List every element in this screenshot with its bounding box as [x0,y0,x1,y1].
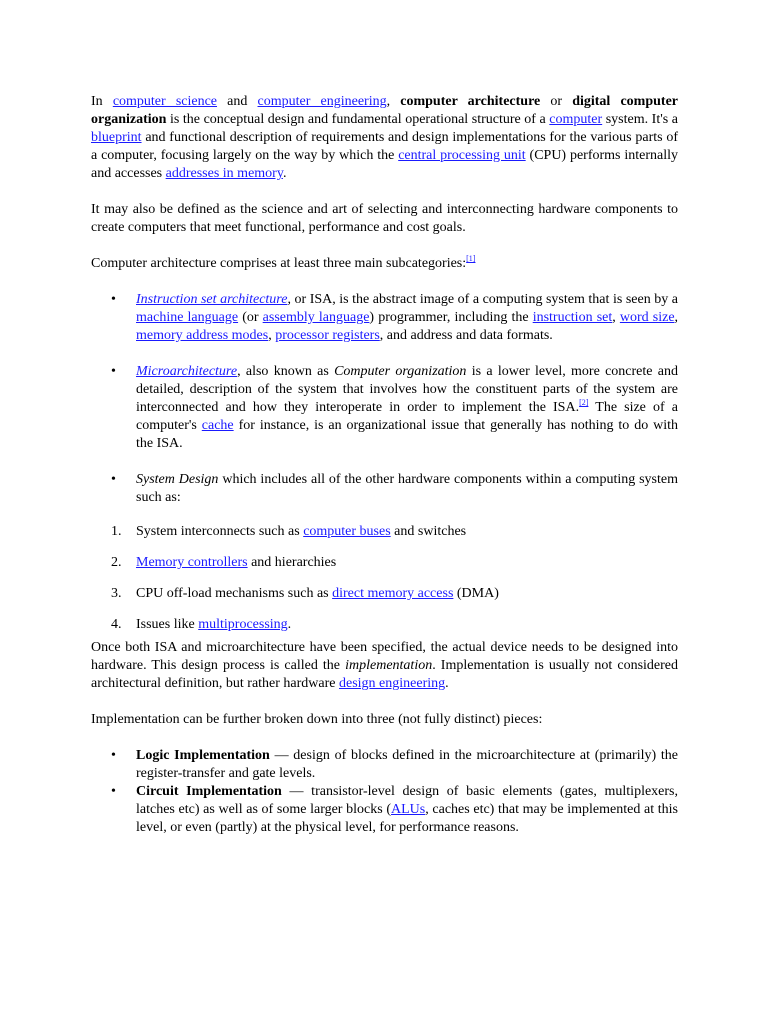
system-design-list [91,523,678,634]
term-implementation: implementation [345,658,433,673]
link-computer[interactable]: computer [549,112,603,127]
implementation-paragraph: Once both ISA and microarchitecture have been specified, the actual device needs to be designed into hardware. This design process is called the implementation. Implementation is usually not considered architectural definition, but rather hardware design engineering. [91,640,679,691]
link-word-size[interactable]: word size [619,310,675,325]
link-direct-memory-access[interactable]: direct memory access [332,586,454,601]
list-item-memory-controllers: 2. Memory controllers and hierarchies [111,555,337,570]
link-computer-science[interactable]: computer science [112,94,218,109]
document-body [91,93,678,837]
term-system-design: System Design [136,472,219,487]
term-logic-implementation: Logic Implementation [136,748,270,763]
list-item-multiprocessing: 4. Issues like multiprocessing. [111,617,292,632]
link-computer-buses[interactable]: computer buses [303,524,391,539]
term-computer-architecture: computer architecture [400,94,541,109]
link-memory-address-modes[interactable]: memory address modes [136,328,269,343]
link-computer-engineering[interactable]: computer engineering [257,94,387,109]
link-instruction-set[interactable]: instruction set [532,310,613,325]
intro-paragraph: In computer science and computer engineering, computer architecture or digital computer organization is the conceptual design and fundamental operational structure of a computer system. It's a blueprint and functional description of requirements and design implementations for the various parts of a computer, focusing largely on the way by which the central processing unit (CPU) performs internally and accesses addresses in memory. [91,94,678,181]
link-blueprint[interactable]: blueprint [91,130,142,145]
list-item-cpu-offload: 3. CPU off-load mechanisms such as direct memory access (DMA) [111,586,499,601]
list-item-system-design: • System Design which includes all of the other hardware components within a computing system such as: [91,471,678,507]
link-design-engineering[interactable]: design engineering [339,676,446,691]
list-item-microarchitecture: • Microarchitecture, also known as Computer organization is a lower level, more concrete and detailed, description of the system that involves how the constituent parts of the system are interconnected and how they interoperate in order to implement the ISA.[2] The size of a computer's cache for instance, is an organizational issue that generally has nothing to do with the ISA. [91,363,678,453]
list-item-circuit-implementation: • Circuit Implementation — transistor-level design of basic elements (gates, multiplexers, latches etc) as well as of some larger blocks (ALUs, caches etc) that may be implemented at this level, or even (partly) at the physical level, for performance reasons. [91,783,678,837]
link-cache[interactable]: cache [201,418,234,433]
link-machine-language[interactable]: machine language [136,310,239,325]
subcategories-intro: Computer architecture comprises at least three main subcategories:[1] [91,254,476,271]
reference-1[interactable]: [1] [466,254,476,263]
reference-2[interactable]: [2] [579,398,589,407]
link-microarchitecture[interactable]: Microarchitecture [136,364,238,379]
term-digital-computer-organization: digital computer organization [91,94,678,127]
link-multiprocessing[interactable]: multiprocessing [198,617,288,632]
list-item-logic-implementation: • Logic Implementation — design of blocks defined in the microarchitecture at (primarily) the register-transfer and gate levels. [91,747,678,783]
list-item-isa: • Instruction set architecture, or ISA, is the abstract image of a computing system that is seen by a machine language (or assembly language) programmer, including the instruction set, word size, memory address modes, processor registers, and address and data formats. [91,291,678,345]
implementation-list [91,747,678,837]
link-instruction-set-architecture[interactable]: Instruction set architecture [136,292,288,307]
subcategory-list [91,291,678,507]
term-computer-organization: Computer organization [334,364,467,379]
term-circuit-implementation: Circuit Implementation [136,784,282,799]
link-assembly-language[interactable]: assembly language [262,310,370,325]
link-alus[interactable]: ALUs [391,802,426,817]
implementation-pieces-intro: Implementation can be further broken down into three (not fully distinct) pieces: [91,712,543,727]
link-addresses-in-memory[interactable]: addresses in memory [165,166,283,181]
list-item-interconnects: 1. System interconnects such as computer buses and switches [111,524,467,539]
link-central-processing-unit[interactable]: central processing unit [398,148,526,163]
link-processor-registers[interactable]: processor registers [275,328,380,343]
link-memory-controllers[interactable]: Memory controllers [136,555,248,570]
definition-paragraph: It may also be defined as the science and art of selecting and interconnecting hardware components to create computers that meet functional, performance and cost goals. [91,202,678,235]
